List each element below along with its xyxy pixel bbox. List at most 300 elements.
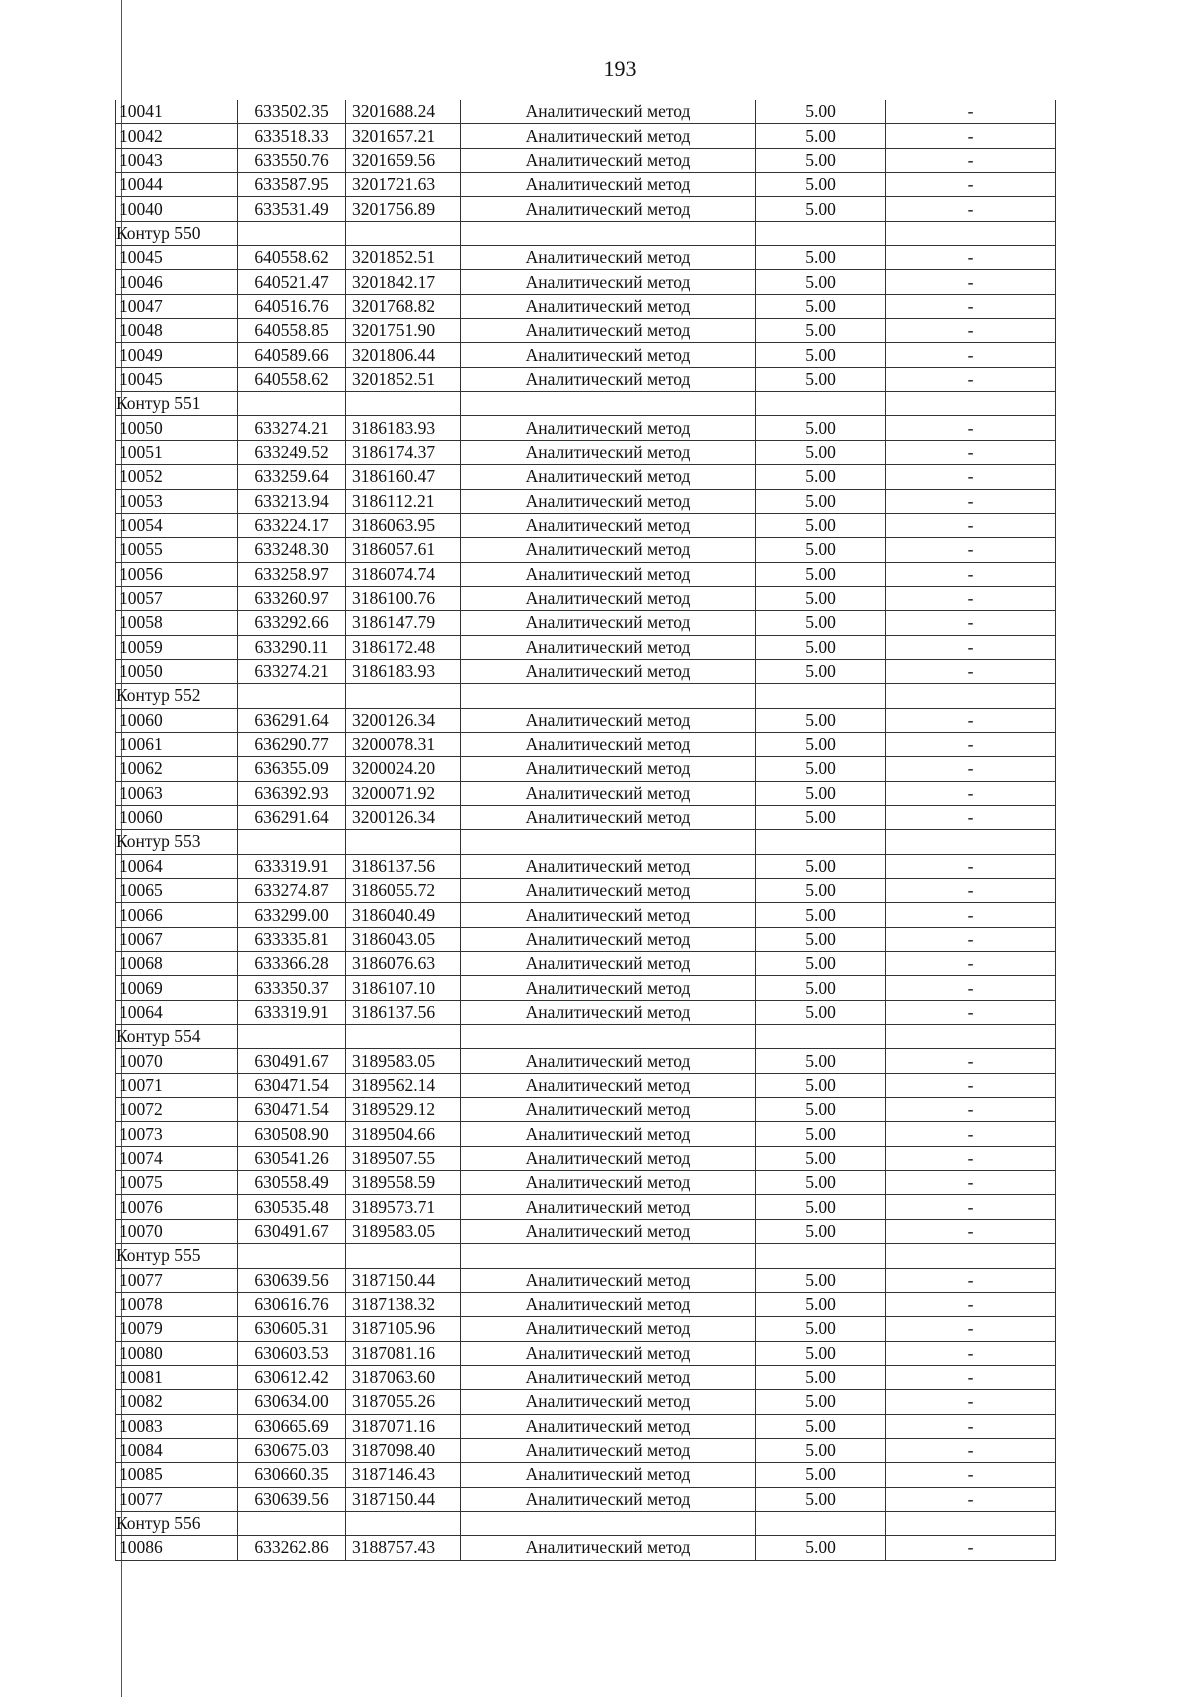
- table-row: [116, 1365, 1056, 1389]
- contour-label: Контур 554: [116, 1025, 238, 1049]
- x-coordinate-cell: 630491.67: [238, 1049, 346, 1073]
- point-number-cell: 10048: [116, 319, 238, 343]
- note-cell: -: [886, 757, 1056, 781]
- x-coordinate-cell: 630558.49: [238, 1171, 346, 1195]
- point-number-cell: 10070: [116, 1049, 238, 1073]
- y-coordinate-cell: 3201751.90: [346, 319, 461, 343]
- y-coordinate-cell: 3201842.17: [346, 270, 461, 294]
- point-number-cell: 10070: [116, 1219, 238, 1243]
- table-row: [116, 659, 1056, 683]
- x-coordinate-cell: 633319.91: [238, 1000, 346, 1024]
- empty-cell: [238, 684, 346, 708]
- y-coordinate-cell: 3186107.10: [346, 976, 461, 1000]
- x-coordinate-cell: 633259.64: [238, 465, 346, 489]
- x-coordinate-cell: 633274.87: [238, 879, 346, 903]
- y-coordinate-cell: 3189529.12: [346, 1098, 461, 1122]
- table-row: [116, 562, 1056, 586]
- method-cell: Аналитический метод: [461, 805, 756, 829]
- x-coordinate-cell: 636291.64: [238, 805, 346, 829]
- point-number-cell: 10050: [116, 416, 238, 440]
- contour-label: Контур 556: [116, 1511, 238, 1535]
- accuracy-cell: 5.00: [756, 513, 886, 537]
- empty-cell: [886, 684, 1056, 708]
- x-coordinate-cell: 633292.66: [238, 611, 346, 635]
- y-coordinate-cell: 3186055.72: [346, 879, 461, 903]
- point-number-cell: 10068: [116, 952, 238, 976]
- table-row: [116, 1536, 1056, 1560]
- empty-cell: [756, 221, 886, 245]
- point-number-cell: 10059: [116, 635, 238, 659]
- x-coordinate-cell: 630605.31: [238, 1317, 346, 1341]
- table-row: [116, 1146, 1056, 1170]
- point-number-cell: 10053: [116, 489, 238, 513]
- point-number-cell: 10045: [116, 246, 238, 270]
- table-row: [116, 1463, 1056, 1487]
- note-cell: -: [886, 732, 1056, 756]
- y-coordinate-cell: 3200126.34: [346, 805, 461, 829]
- y-coordinate-cell: 3187138.32: [346, 1292, 461, 1316]
- x-coordinate-cell: 640516.76: [238, 294, 346, 318]
- x-coordinate-cell: 630491.67: [238, 1219, 346, 1243]
- note-cell: -: [886, 1536, 1056, 1560]
- note-cell: -: [886, 805, 1056, 829]
- point-number-cell: 10081: [116, 1365, 238, 1389]
- accuracy-cell: 5.00: [756, 586, 886, 610]
- table-row: [116, 513, 1056, 537]
- accuracy-cell: 5.00: [756, 1536, 886, 1560]
- method-cell: Аналитический метод: [461, 1000, 756, 1024]
- note-cell: -: [886, 173, 1056, 197]
- y-coordinate-cell: 3186040.49: [346, 903, 461, 927]
- point-number-cell: 10071: [116, 1073, 238, 1097]
- note-cell: -: [886, 440, 1056, 464]
- note-cell: -: [886, 513, 1056, 537]
- empty-cell: [238, 1025, 346, 1049]
- contour-header-row: [116, 392, 1056, 416]
- accuracy-cell: 5.00: [756, 1122, 886, 1146]
- y-coordinate-cell: 3189504.66: [346, 1122, 461, 1146]
- method-cell: Аналитический метод: [461, 465, 756, 489]
- method-cell: Аналитический метод: [461, 903, 756, 927]
- method-cell: Аналитический метод: [461, 952, 756, 976]
- accuracy-cell: 5.00: [756, 1292, 886, 1316]
- accuracy-cell: 5.00: [756, 197, 886, 221]
- point-number-cell: 10045: [116, 367, 238, 391]
- x-coordinate-cell: 636291.64: [238, 708, 346, 732]
- empty-cell: [886, 1511, 1056, 1535]
- accuracy-cell: 5.00: [756, 903, 886, 927]
- method-cell: Аналитический метод: [461, 879, 756, 903]
- x-coordinate-cell: 630639.56: [238, 1487, 346, 1511]
- empty-cell: [346, 392, 461, 416]
- note-cell: -: [886, 659, 1056, 683]
- y-coordinate-cell: 3186183.93: [346, 659, 461, 683]
- x-coordinate-cell: 633335.81: [238, 927, 346, 951]
- y-coordinate-cell: 3186183.93: [346, 416, 461, 440]
- note-cell: -: [886, 1292, 1056, 1316]
- point-number-cell: 10078: [116, 1292, 238, 1316]
- table-row: [116, 1292, 1056, 1316]
- method-cell: Аналитический метод: [461, 611, 756, 635]
- method-cell: Аналитический метод: [461, 708, 756, 732]
- method-cell: Аналитический метод: [461, 124, 756, 148]
- empty-cell: [461, 1244, 756, 1268]
- x-coordinate-cell: 630639.56: [238, 1268, 346, 1292]
- table-row: [116, 635, 1056, 659]
- method-cell: Аналитический метод: [461, 976, 756, 1000]
- table-row: [116, 1341, 1056, 1365]
- y-coordinate-cell: 3186112.21: [346, 489, 461, 513]
- x-coordinate-cell: 633249.52: [238, 440, 346, 464]
- note-cell: -: [886, 1073, 1056, 1097]
- note-cell: -: [886, 489, 1056, 513]
- accuracy-cell: 5.00: [756, 1171, 886, 1195]
- note-cell: -: [886, 343, 1056, 367]
- point-number-cell: 10055: [116, 538, 238, 562]
- method-cell: Аналитический метод: [461, 173, 756, 197]
- x-coordinate-cell: 630471.54: [238, 1098, 346, 1122]
- coordinates-table: [115, 100, 1056, 1561]
- empty-cell: [756, 830, 886, 854]
- empty-cell: [461, 221, 756, 245]
- y-coordinate-cell: 3189583.05: [346, 1219, 461, 1243]
- x-coordinate-cell: 630541.26: [238, 1146, 346, 1170]
- note-cell: -: [886, 1463, 1056, 1487]
- method-cell: Аналитический метод: [461, 1171, 756, 1195]
- table-row: [116, 1000, 1056, 1024]
- x-coordinate-cell: 633224.17: [238, 513, 346, 537]
- table-row: [116, 1073, 1056, 1097]
- note-cell: -: [886, 465, 1056, 489]
- note-cell: -: [886, 562, 1056, 586]
- table-row: [116, 1219, 1056, 1243]
- note-cell: -: [886, 294, 1056, 318]
- y-coordinate-cell: 3189558.59: [346, 1171, 461, 1195]
- table-row: [116, 100, 1056, 124]
- contour-header-row: [116, 221, 1056, 245]
- point-number-cell: 10047: [116, 294, 238, 318]
- method-cell: Аналитический метод: [461, 148, 756, 172]
- y-coordinate-cell: 3187105.96: [346, 1317, 461, 1341]
- y-coordinate-cell: 3187098.40: [346, 1438, 461, 1462]
- point-number-cell: 10042: [116, 124, 238, 148]
- accuracy-cell: 5.00: [756, 246, 886, 270]
- x-coordinate-cell: 633366.28: [238, 952, 346, 976]
- x-coordinate-cell: 630665.69: [238, 1414, 346, 1438]
- table-row: [116, 927, 1056, 951]
- note-cell: -: [886, 100, 1056, 124]
- x-coordinate-cell: 633274.21: [238, 659, 346, 683]
- y-coordinate-cell: 3201688.24: [346, 100, 461, 124]
- y-coordinate-cell: 3200024.20: [346, 757, 461, 781]
- method-cell: Аналитический метод: [461, 586, 756, 610]
- accuracy-cell: 5.00: [756, 1414, 886, 1438]
- table-row: [116, 976, 1056, 1000]
- table-row: [116, 124, 1056, 148]
- empty-cell: [886, 221, 1056, 245]
- method-cell: Аналитический метод: [461, 513, 756, 537]
- contour-header-row: [116, 684, 1056, 708]
- contour-label: Контур 550: [116, 221, 238, 245]
- x-coordinate-cell: 640558.62: [238, 367, 346, 391]
- method-cell: Аналитический метод: [461, 270, 756, 294]
- point-number-cell: 10049: [116, 343, 238, 367]
- accuracy-cell: 5.00: [756, 1365, 886, 1389]
- point-number-cell: 10050: [116, 659, 238, 683]
- point-number-cell: 10064: [116, 1000, 238, 1024]
- method-cell: Аналитический метод: [461, 1073, 756, 1097]
- empty-cell: [756, 1244, 886, 1268]
- empty-cell: [461, 1511, 756, 1535]
- y-coordinate-cell: 3200078.31: [346, 732, 461, 756]
- method-cell: Аналитический метод: [461, 1341, 756, 1365]
- table-row: [116, 805, 1056, 829]
- table-row: [116, 197, 1056, 221]
- note-cell: -: [886, 1122, 1056, 1146]
- y-coordinate-cell: 3186063.95: [346, 513, 461, 537]
- note-cell: -: [886, 1268, 1056, 1292]
- y-coordinate-cell: 3187150.44: [346, 1487, 461, 1511]
- method-cell: Аналитический метод: [461, 1049, 756, 1073]
- point-number-cell: 10076: [116, 1195, 238, 1219]
- contour-header-row: [116, 1244, 1056, 1268]
- method-cell: Аналитический метод: [461, 197, 756, 221]
- empty-cell: [886, 830, 1056, 854]
- accuracy-cell: 5.00: [756, 1487, 886, 1511]
- empty-cell: [346, 221, 461, 245]
- method-cell: Аналитический метод: [461, 1414, 756, 1438]
- note-cell: -: [886, 1219, 1056, 1243]
- point-number-cell: 10085: [116, 1463, 238, 1487]
- note-cell: -: [886, 781, 1056, 805]
- x-coordinate-cell: 640558.62: [238, 246, 346, 270]
- table-row: [116, 1438, 1056, 1462]
- table-row: [116, 1171, 1056, 1195]
- y-coordinate-cell: 3201657.21: [346, 124, 461, 148]
- table-row: [116, 781, 1056, 805]
- x-coordinate-cell: 633274.21: [238, 416, 346, 440]
- note-cell: -: [886, 1341, 1056, 1365]
- method-cell: Аналитический метод: [461, 367, 756, 391]
- table-row: [116, 173, 1056, 197]
- y-coordinate-cell: 3187063.60: [346, 1365, 461, 1389]
- accuracy-cell: 5.00: [756, 635, 886, 659]
- accuracy-cell: 5.00: [756, 1341, 886, 1365]
- empty-cell: [238, 1244, 346, 1268]
- method-cell: Аналитический метод: [461, 1365, 756, 1389]
- table-row: [116, 732, 1056, 756]
- empty-cell: [461, 830, 756, 854]
- point-number-cell: 10046: [116, 270, 238, 294]
- y-coordinate-cell: 3186137.56: [346, 854, 461, 878]
- table-row: [116, 903, 1056, 927]
- note-cell: -: [886, 1098, 1056, 1122]
- empty-cell: [346, 830, 461, 854]
- method-cell: Аналитический метод: [461, 1292, 756, 1316]
- table-row: [116, 1049, 1056, 1073]
- table-row: [116, 367, 1056, 391]
- point-number-cell: 10077: [116, 1268, 238, 1292]
- table-row: [116, 1098, 1056, 1122]
- x-coordinate-cell: 633248.30: [238, 538, 346, 562]
- empty-cell: [756, 684, 886, 708]
- table-row: [116, 1390, 1056, 1414]
- point-number-cell: 10066: [116, 903, 238, 927]
- empty-cell: [756, 392, 886, 416]
- accuracy-cell: 5.00: [756, 100, 886, 124]
- table-row: [116, 1268, 1056, 1292]
- point-number-cell: 10056: [116, 562, 238, 586]
- x-coordinate-cell: 630612.42: [238, 1365, 346, 1389]
- note-cell: -: [886, 708, 1056, 732]
- x-coordinate-cell: 633260.97: [238, 586, 346, 610]
- page-number: 193: [603, 56, 637, 81]
- y-coordinate-cell: 3201756.89: [346, 197, 461, 221]
- table-row: [116, 1414, 1056, 1438]
- accuracy-cell: 5.00: [756, 124, 886, 148]
- method-cell: Аналитический метод: [461, 294, 756, 318]
- y-coordinate-cell: 3201721.63: [346, 173, 461, 197]
- point-number-cell: 10041: [116, 100, 238, 124]
- y-coordinate-cell: 3186057.61: [346, 538, 461, 562]
- empty-cell: [346, 1244, 461, 1268]
- y-coordinate-cell: 3186147.79: [346, 611, 461, 635]
- contour-label: Контур 555: [116, 1244, 238, 1268]
- accuracy-cell: 5.00: [756, 879, 886, 903]
- method-cell: Аналитический метод: [461, 1463, 756, 1487]
- x-coordinate-cell: 630675.03: [238, 1438, 346, 1462]
- note-cell: -: [886, 903, 1056, 927]
- x-coordinate-cell: 630603.53: [238, 1341, 346, 1365]
- y-coordinate-cell: 3189562.14: [346, 1073, 461, 1097]
- accuracy-cell: 5.00: [756, 732, 886, 756]
- empty-cell: [346, 684, 461, 708]
- empty-cell: [346, 1025, 461, 1049]
- y-coordinate-cell: 3200071.92: [346, 781, 461, 805]
- accuracy-cell: 5.00: [756, 1390, 886, 1414]
- point-number-cell: 10072: [116, 1098, 238, 1122]
- method-cell: Аналитический метод: [461, 1146, 756, 1170]
- point-number-cell: 10057: [116, 586, 238, 610]
- y-coordinate-cell: 3188757.43: [346, 1536, 461, 1560]
- point-number-cell: 10074: [116, 1146, 238, 1170]
- method-cell: Аналитический метод: [461, 416, 756, 440]
- x-coordinate-cell: 630616.76: [238, 1292, 346, 1316]
- y-coordinate-cell: 3201852.51: [346, 367, 461, 391]
- y-coordinate-cell: 3189573.71: [346, 1195, 461, 1219]
- y-coordinate-cell: 3186174.37: [346, 440, 461, 464]
- note-cell: -: [886, 976, 1056, 1000]
- note-cell: -: [886, 148, 1056, 172]
- y-coordinate-cell: 3186100.76: [346, 586, 461, 610]
- accuracy-cell: 5.00: [756, 976, 886, 1000]
- accuracy-cell: 5.00: [756, 148, 886, 172]
- accuracy-cell: 5.00: [756, 319, 886, 343]
- empty-cell: [886, 1244, 1056, 1268]
- accuracy-cell: 5.00: [756, 952, 886, 976]
- method-cell: Аналитический метод: [461, 1438, 756, 1462]
- accuracy-cell: 5.00: [756, 781, 886, 805]
- table-row: [116, 586, 1056, 610]
- table-row: [116, 1317, 1056, 1341]
- method-cell: Аналитический метод: [461, 1536, 756, 1560]
- note-cell: -: [886, 246, 1056, 270]
- note-cell: -: [886, 124, 1056, 148]
- note-cell: -: [886, 1171, 1056, 1195]
- method-cell: Аналитический метод: [461, 538, 756, 562]
- table-row: [116, 611, 1056, 635]
- empty-cell: [756, 1511, 886, 1535]
- method-cell: Аналитический метод: [461, 562, 756, 586]
- table-row: [116, 343, 1056, 367]
- contour-label: Контур 553: [116, 830, 238, 854]
- accuracy-cell: 5.00: [756, 1098, 886, 1122]
- note-cell: -: [886, 611, 1056, 635]
- accuracy-cell: 5.00: [756, 854, 886, 878]
- note-cell: -: [886, 538, 1056, 562]
- table-row: [116, 1487, 1056, 1511]
- method-cell: Аналитический метод: [461, 440, 756, 464]
- x-coordinate-cell: 640589.66: [238, 343, 346, 367]
- table-row: [116, 952, 1056, 976]
- x-coordinate-cell: 633258.97: [238, 562, 346, 586]
- empty-cell: [461, 684, 756, 708]
- x-coordinate-cell: 640521.47: [238, 270, 346, 294]
- contour-header-row: [116, 1511, 1056, 1535]
- note-cell: -: [886, 1195, 1056, 1219]
- point-number-cell: 10084: [116, 1438, 238, 1462]
- empty-cell: [756, 1025, 886, 1049]
- accuracy-cell: 5.00: [756, 294, 886, 318]
- y-coordinate-cell: 3201768.82: [346, 294, 461, 318]
- method-cell: Аналитический метод: [461, 100, 756, 124]
- note-cell: -: [886, 367, 1056, 391]
- point-number-cell: 10040: [116, 197, 238, 221]
- accuracy-cell: 5.00: [756, 1195, 886, 1219]
- method-cell: Аналитический метод: [461, 1317, 756, 1341]
- method-cell: Аналитический метод: [461, 1390, 756, 1414]
- note-cell: -: [886, 635, 1056, 659]
- point-number-cell: 10073: [116, 1122, 238, 1146]
- point-number-cell: 10065: [116, 879, 238, 903]
- accuracy-cell: 5.00: [756, 1438, 886, 1462]
- table-row: [116, 879, 1056, 903]
- method-cell: Аналитический метод: [461, 1122, 756, 1146]
- x-coordinate-cell: 633290.11: [238, 635, 346, 659]
- method-cell: Аналитический метод: [461, 1219, 756, 1243]
- method-cell: Аналитический метод: [461, 757, 756, 781]
- table-row: [116, 440, 1056, 464]
- x-coordinate-cell: 630471.54: [238, 1073, 346, 1097]
- method-cell: Аналитический метод: [461, 1195, 756, 1219]
- x-coordinate-cell: 633587.95: [238, 173, 346, 197]
- note-cell: -: [886, 1049, 1056, 1073]
- y-coordinate-cell: 3186043.05: [346, 927, 461, 951]
- table-row: [116, 708, 1056, 732]
- method-cell: Аналитический метод: [461, 489, 756, 513]
- empty-cell: [886, 1025, 1056, 1049]
- table-row: [116, 757, 1056, 781]
- note-cell: -: [886, 1365, 1056, 1389]
- accuracy-cell: 5.00: [756, 270, 886, 294]
- y-coordinate-cell: 3187150.44: [346, 1268, 461, 1292]
- accuracy-cell: 5.00: [756, 465, 886, 489]
- accuracy-cell: 5.00: [756, 1317, 886, 1341]
- accuracy-cell: 5.00: [756, 1000, 886, 1024]
- contour-header-row: [116, 1025, 1056, 1049]
- note-cell: -: [886, 854, 1056, 878]
- method-cell: Аналитический метод: [461, 927, 756, 951]
